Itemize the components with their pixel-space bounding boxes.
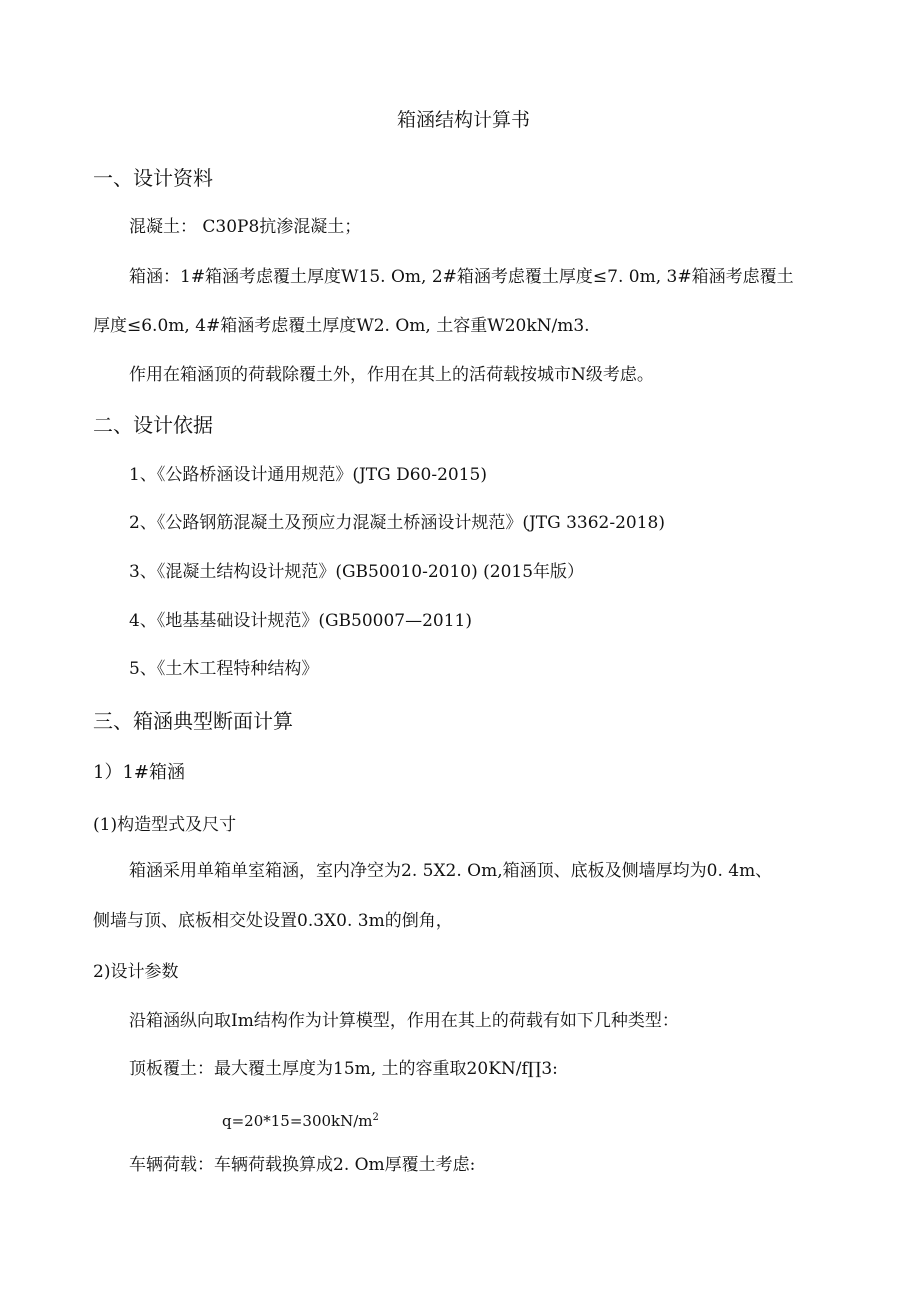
formula-text: q=20*15=300kN∕m (222, 1112, 373, 1130)
section-heading-3: 三、箱涵典型断面计算 (93, 709, 293, 733)
construction-para-line-1: 箱涵采用单箱单室箱涵，室内净空为2. 5X2. Om,箱涵顶、底板及侧墙厚均为0. 4m、 (129, 861, 773, 881)
parameters-para: 沿箱涵纵向取Im结构作为计算模型，作用在其上的荷载有如下几种类型： (129, 1011, 679, 1031)
item-heading-construction: (1)构造型式及尺寸 (93, 815, 237, 835)
section-heading-2: 二、设计依据 (93, 413, 213, 437)
document-title: 箱涵结构计算书 (397, 109, 531, 131)
formula-superscript: 2 (372, 1112, 379, 1123)
reference-item: 4、《地基基础设计规范》(GB50007—2011) (129, 611, 472, 631)
vehicle-load-text: 车辆荷载：车辆荷载换算成2. Om厚覆土考虑: (129, 1155, 476, 1175)
box-cover-line-2: 厚度≤6.0m, 4#箱涵考虑覆土厚度W2. Om, 土容重W20kN∕m3. (93, 316, 590, 336)
load-description: 作用在箱涵顶的荷载除覆土外，作用在其上的活荷载按城市N级考虑。 (129, 365, 654, 385)
subsection-heading: 1）1#箱涵 (93, 762, 185, 783)
reference-item: 1、《公路桥涵设计通用规范》(JTG D60-2015) (129, 465, 487, 485)
load-formula (222, 1113, 379, 1129)
section-heading-1: 一、设计资料 (93, 166, 213, 190)
reference-item: 5、《土木工程特种结构》 (129, 659, 319, 679)
box-cover-line-1: 箱涵：1#箱涵考虑覆土厚度W15. Om, 2#箱涵考虑覆土厚度≤7. 0m, 3#箱涵考虑覆土 (129, 267, 794, 287)
top-cover-text: 顶板覆土：最大覆土厚度为15m, 土的容重取20KN∕f∏3: (129, 1059, 558, 1079)
concrete-spec: 混凝土： C30P8抗渗混凝土； (129, 217, 362, 237)
construction-para-line-2: 侧墙与顶、底板相交处设置0.3X0. 3m的倒角， (93, 911, 453, 931)
item-heading-parameters: 2)设计参数 (93, 962, 179, 982)
reference-item: 3、《混凝土结构设计规范》(GB50010-2010) (2015年版） (129, 562, 585, 582)
reference-item: 2、《公路钢筋混凝土及预应力混凝土桥涵设计规范》(JTG 3362-2018) (129, 513, 665, 533)
